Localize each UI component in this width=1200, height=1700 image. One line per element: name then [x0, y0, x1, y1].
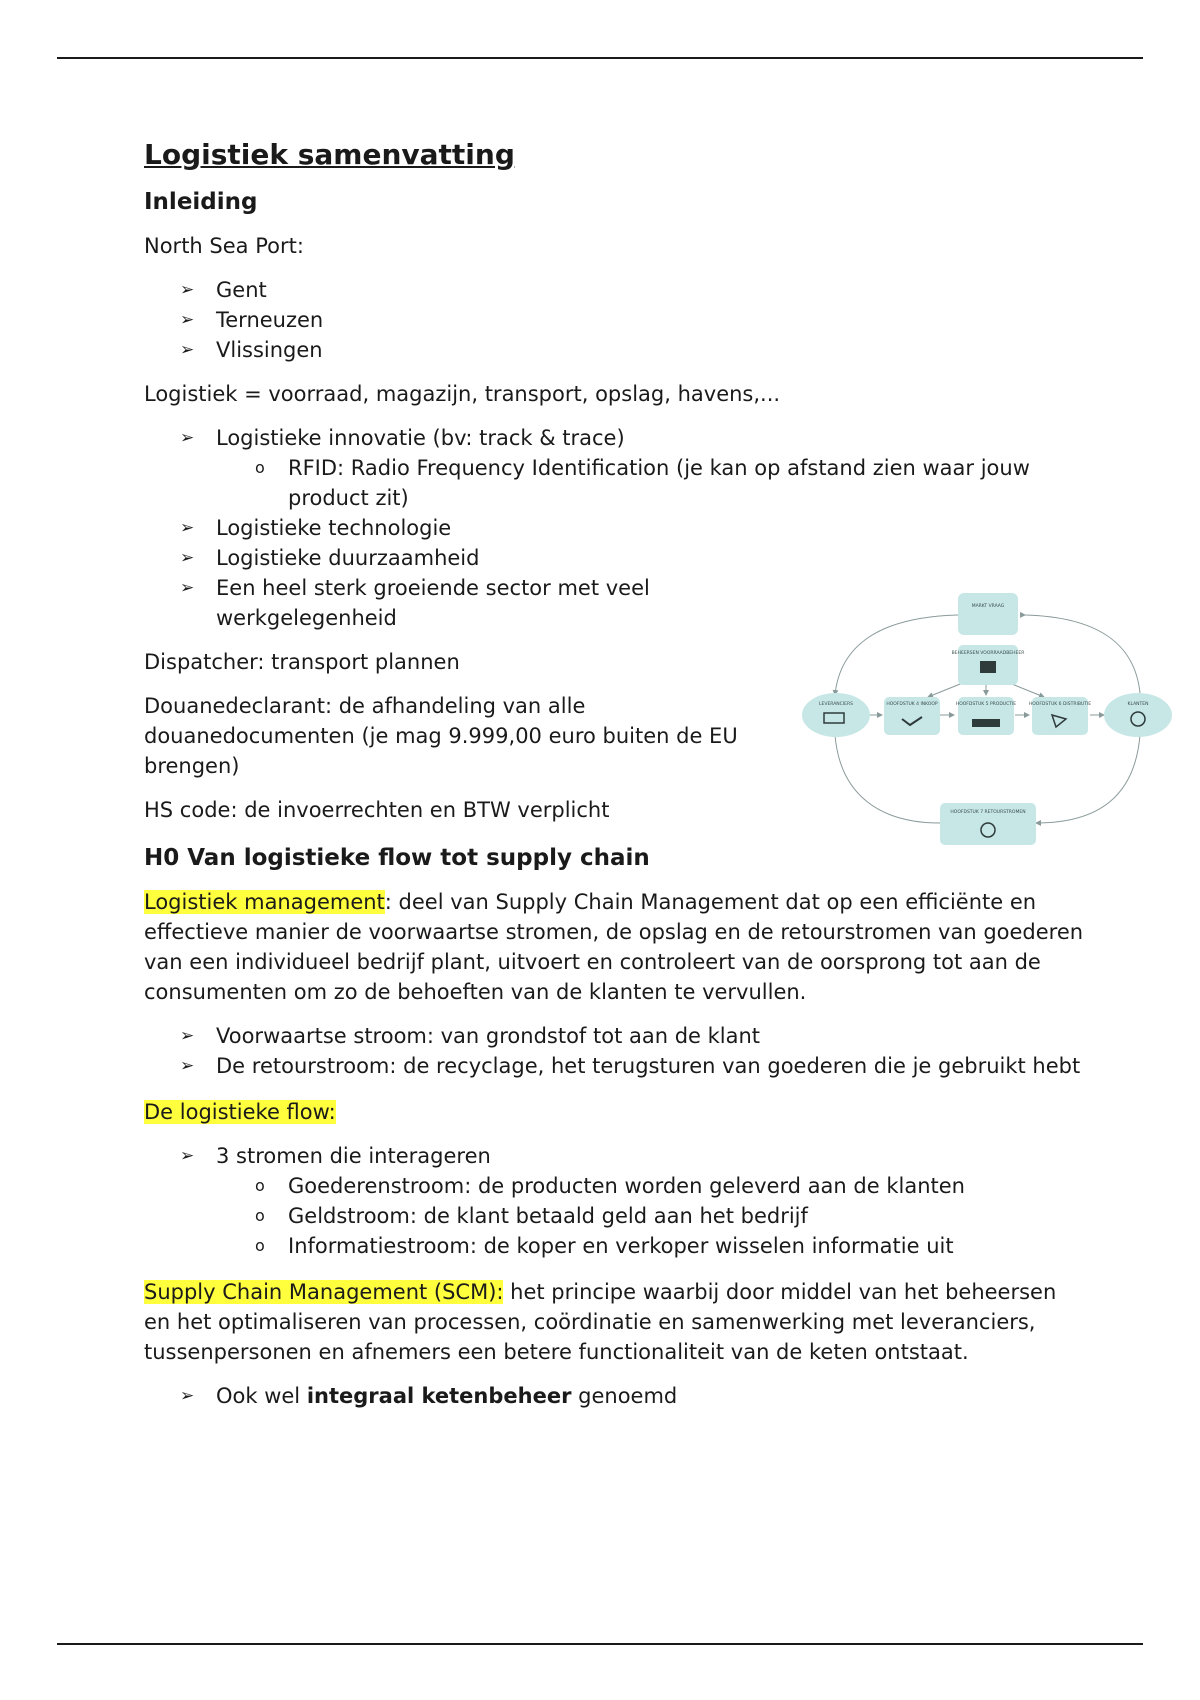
list-item: ➢ De retourstroom: de recyclage, het terugsturen van goederen die je gebruikt hebt — [216, 1051, 1084, 1081]
flow-arc — [1025, 615, 1140, 693]
sub-list-item: o Geldstroom: de klant betaald geld aan het bedrijf — [288, 1201, 1084, 1231]
node-label: HOOFDSTUK 7 RETOURSTROMEN — [950, 810, 1026, 815]
sub-list-item: o RFID: Radio Frequency Identification (je kan op afstand zien waar jouw product zit) — [288, 453, 1048, 513]
node-label: KLANTEN — [1127, 702, 1149, 707]
node-klanten — [1104, 693, 1172, 737]
definition-text: : deel van Supply Chain Management dat op een efficiënte en effectieve manier de voorwaartse stromen, de opslag en de retourstromen van goederen van een individueel bedrijf plant, uitvoert en controleert van de oorsprong tot aan de consumenten om zo de behoeften van de klanten te vervullen. — [144, 890, 1084, 1004]
term-highlight: Supply Chain Management (SCM): — [144, 1280, 504, 1304]
stream-list — [144, 1021, 1084, 1081]
warehouse-icon — [980, 661, 996, 673]
text-fragment: Ook wel — [216, 1384, 307, 1408]
flow-arc — [835, 735, 940, 823]
bold-term: integraal ketenbeheer — [306, 1384, 572, 1408]
sub-list-item: o Goederenstroom: de producten worden geleverd aan de klanten — [288, 1171, 1084, 1201]
section-heading-h0: H0 Van logistieke flow tot supply chain — [144, 845, 650, 871]
term-highlight: De logistieke flow: — [144, 1100, 336, 1124]
node-leveranciers — [802, 693, 870, 737]
header-rule — [57, 57, 1143, 59]
sub-list — [216, 453, 1048, 513]
term-highlight: Logistiek management — [144, 890, 385, 914]
node-label: HOOFDSTUK 4 INKOOP — [886, 702, 938, 707]
dispatcher-text: Dispatcher: transport plannen — [144, 650, 460, 674]
list-item: ➢ Gent — [216, 275, 1084, 305]
node-label: BEHEERSEN VOORRAADBEHEER — [951, 651, 1025, 656]
scm-list — [144, 1381, 1084, 1411]
node-inkoop — [884, 697, 940, 735]
port-list — [144, 275, 1084, 365]
list-item: ➢ Terneuzen — [216, 305, 1084, 335]
hscode-text: HS code: de invoerrechten en BTW verplicht — [144, 798, 610, 822]
topic-innovatie: Logistieke innovatie (bv: track & trace) — [216, 426, 625, 450]
list-item — [216, 423, 1084, 513]
node-label: LEVERANCIERS — [819, 702, 853, 707]
logistiek-management-paragraph — [144, 887, 1084, 1007]
sub-list — [216, 1171, 1084, 1261]
list-item: ➢ Logistieke duurzaamheid — [216, 543, 1084, 573]
list-item: ➢ Een heel sterk groeiende sector met veel werkgelegenheid — [216, 573, 696, 633]
list-item: ➢ Voorwaartse stroom: van grondstof tot aan de klant — [216, 1021, 1084, 1051]
node-productie — [956, 697, 1016, 735]
flow-arc — [1036, 735, 1140, 823]
douane-text: Douanedeclarant: de afhandeling van alle douanedocumenten (je mag 9.999,00 euro buiten de EU brengen) — [144, 694, 738, 778]
footer-rule — [57, 1643, 1143, 1645]
node-distributie — [1029, 697, 1091, 735]
node-markt — [958, 593, 1018, 635]
node-label: MARKT VRAAG — [971, 604, 1005, 609]
supply-chain-diagram — [800, 585, 1175, 860]
definition-text: het principe waarbij door middel van het beheersen en het optimaliseren van processen, coördinatie en samenwerking met leveranciers, tussenpersonen en afnemers een betere functionaliteit van de keten ontstaat. — [144, 1280, 1057, 1364]
flow-list — [144, 1141, 1084, 1261]
node-retour — [940, 803, 1036, 845]
flow-arc — [835, 615, 958, 695]
flow-item: 3 stromen die interageren — [216, 1144, 491, 1168]
node-label: HOOFDSTUK 5 PRODUCTIE — [955, 702, 1017, 707]
port-label: North Sea Port: — [144, 234, 304, 258]
scm-paragraph — [144, 1277, 1084, 1367]
document-title: Logistiek samenvatting — [144, 138, 515, 171]
node-label: HOOFDSTUK 6 DISTRIBUTIE — [1028, 702, 1092, 707]
node-voorraad — [952, 645, 1025, 685]
list-item — [216, 1141, 1084, 1261]
flow-paragraph — [144, 1097, 1084, 1127]
factory-icon — [972, 719, 1000, 727]
list-item: ➢ Logistieke technologie — [216, 513, 1084, 543]
logistiek-definition: Logistiek = voorraad, magazijn, transport, opslag, havens,... — [144, 382, 781, 406]
section-heading-inleiding: Inleiding — [144, 189, 258, 215]
text-fragment: genoemd — [571, 1384, 678, 1408]
sub-list-item: o Informatiestroom: de koper en verkoper wisselen informatie uit — [288, 1231, 1084, 1261]
list-item — [216, 1381, 1084, 1411]
list-item: ➢ Vlissingen — [216, 335, 1084, 365]
